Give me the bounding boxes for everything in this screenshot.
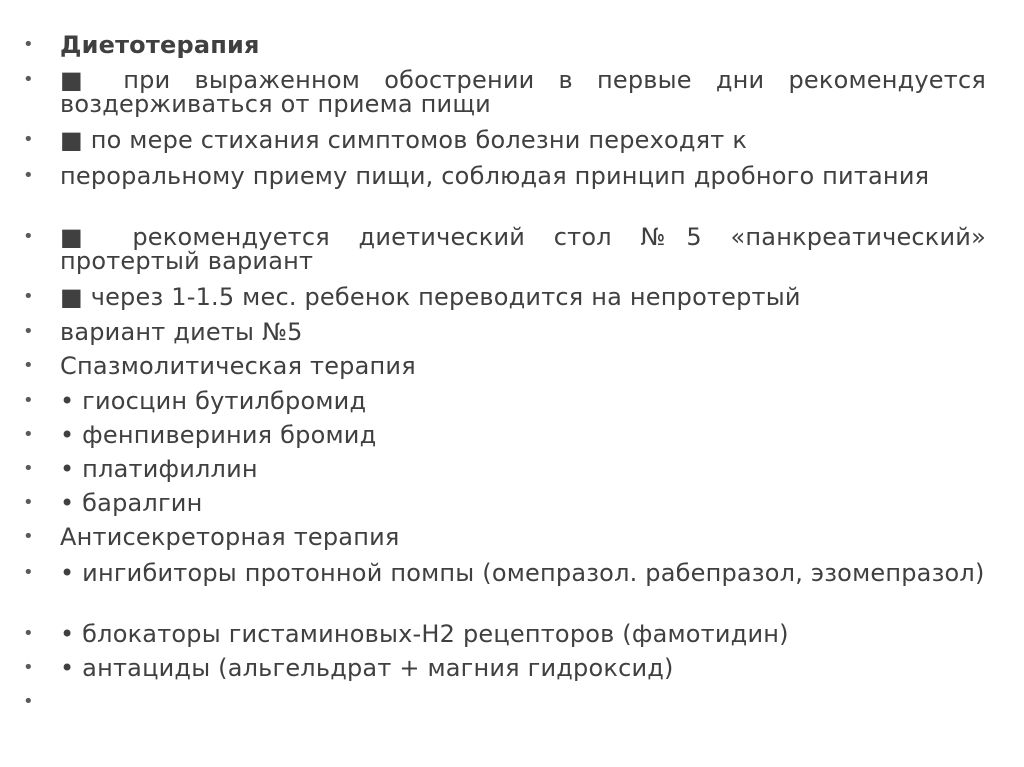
bullet-marker: • xyxy=(23,458,34,479)
bullet-marker: • xyxy=(23,355,34,376)
list-item-text: • антациды (альгельдрат + магния гидроксид) xyxy=(60,654,674,682)
bullet-marker: • xyxy=(23,69,34,90)
bullet-marker: • xyxy=(23,390,34,411)
list-item-text: • блокаторы гистаминовых-Н2 рецепторов (фамотидин) xyxy=(60,620,789,648)
list-item-text: • фенпивериния бромид xyxy=(60,421,377,449)
list-item-text: пероральному приему пищи, соблюдая принцип дробного питания xyxy=(60,162,930,190)
section-heading-spasmolytic: Спазмолитическая терапия xyxy=(60,352,416,380)
list-item-text: ■ рекомендуется диетический стол №5 «панкреатический» протертый вариант xyxy=(60,223,986,275)
bullet-marker: • xyxy=(23,286,34,307)
list-item-text: • гиосцин бутилбромид xyxy=(60,387,367,415)
list-item-text: вариант диеты №5 xyxy=(60,318,303,346)
list-item-text: ■ по мере стихания симптомов болезни переходят к xyxy=(60,126,748,154)
list-item-text: ■ через 1-1.5 мес. ребенок переводится на непротертый xyxy=(60,283,801,311)
bullet-marker: • xyxy=(23,226,34,247)
bullet-marker: • xyxy=(23,526,34,547)
bullet-marker: • xyxy=(23,691,34,712)
bullet-marker: • xyxy=(23,129,34,150)
bullet-marker: • xyxy=(23,562,34,583)
bullet-marker: • xyxy=(23,623,34,644)
list-item-text: • баралгин xyxy=(60,489,203,517)
bullet-marker: • xyxy=(23,165,34,186)
list-item-text: ■ при выраженном обострении в первые дни рекомендуется воздерживаться от приема пищи xyxy=(60,66,986,118)
list-item-text: • платифиллин xyxy=(60,455,258,483)
bullet-marker: • xyxy=(23,657,34,678)
section-heading-antisecretory: Антисекреторная терапия xyxy=(60,523,400,551)
bullet-marker: • xyxy=(23,424,34,445)
list-item-text: • ингибиторы протонной помпы (омепразол. рабепразол, эзомепразол) xyxy=(60,559,985,587)
bullet-marker: • xyxy=(23,492,34,513)
bullet-marker: • xyxy=(23,321,34,342)
section-heading-diet: Диетотерапия xyxy=(60,31,260,59)
bullet-marker: • xyxy=(23,34,34,55)
